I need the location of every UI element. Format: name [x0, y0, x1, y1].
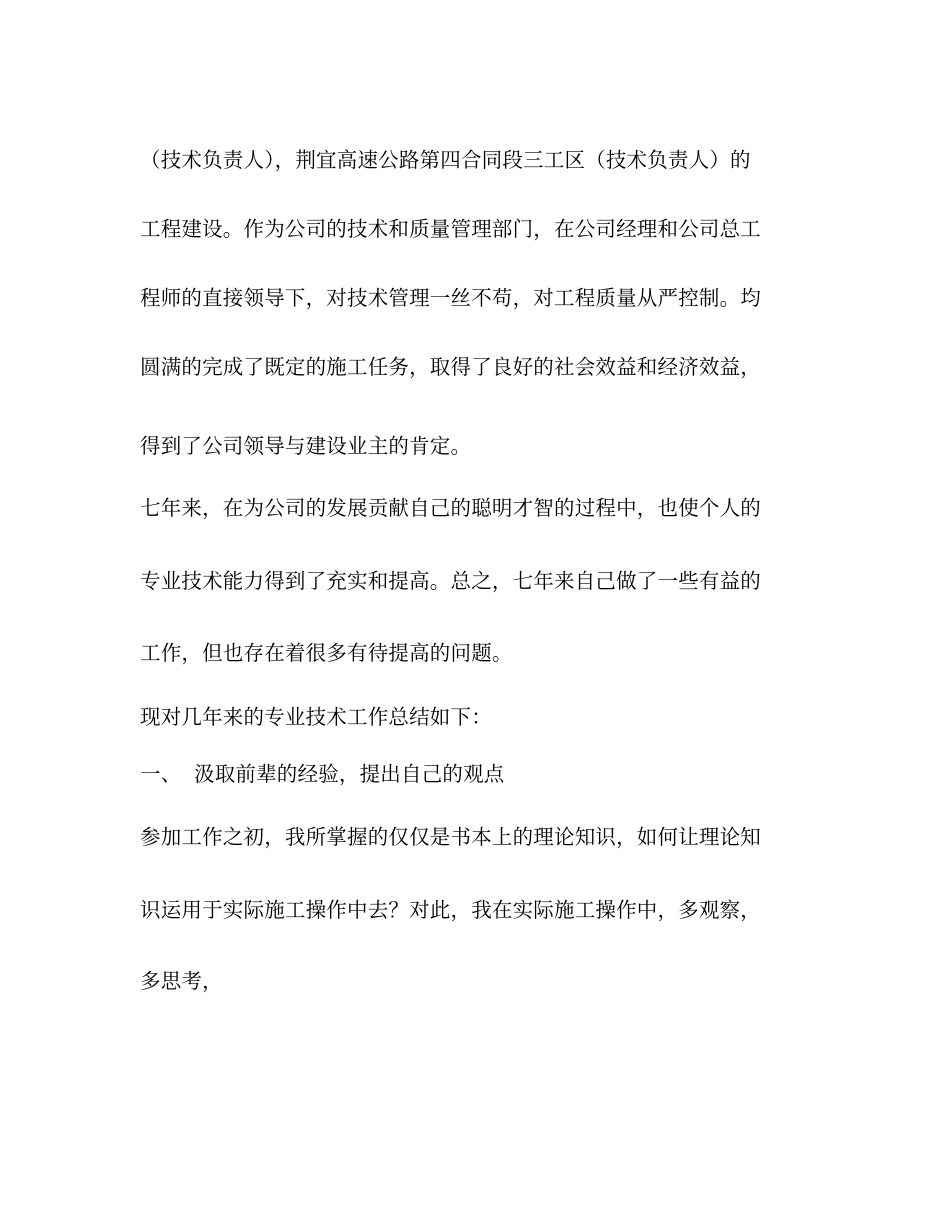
- paragraph-line: 工程建设。作为公司的技术和质量管理部门，在公司经理和公司总工: [140, 217, 761, 241]
- paragraph-line: 多思考，: [140, 969, 223, 993]
- paragraph-line: 程师的直接领导下，对技术管理一丝不苟，对工程质量从严控制。均: [140, 286, 761, 310]
- paragraph-line: 参加工作之初，我所掌握的仅仅是书本上的理论知识，如何让理论知: [140, 825, 761, 849]
- section-heading-number: 一、: [140, 762, 182, 786]
- paragraph-line: 得到了公司领导与建设业主的肯定。: [140, 434, 472, 458]
- paragraph-line: 识运用于实际施工操作中去？对此，我在实际施工操作中，多观察，: [140, 898, 761, 922]
- paragraph-line: 七年来，在为公司的发展贡献自己的聪明才智的过程中，也使个人的: [140, 496, 761, 520]
- paragraph-line: 专业技术能力得到了充实和提高。总之，七年来自己做了一些有益的: [140, 569, 761, 593]
- paragraph-line: 现对几年来的专业技术工作总结如下：: [140, 705, 492, 729]
- paragraph-line: 圆满的完成了既定的施工任务，取得了良好的社会效益和经济效益，: [140, 355, 761, 379]
- paragraph-line: （技术负责人），荆宜高速公路第四合同段三工区（技术负责人）的: [140, 148, 751, 172]
- section-heading-text: 汲取前辈的经验，提出自己的观点: [194, 762, 505, 786]
- paragraph-line: 工作，但也存在着很多有待提高的问题。: [140, 641, 513, 665]
- section-heading: [140, 760, 800, 788]
